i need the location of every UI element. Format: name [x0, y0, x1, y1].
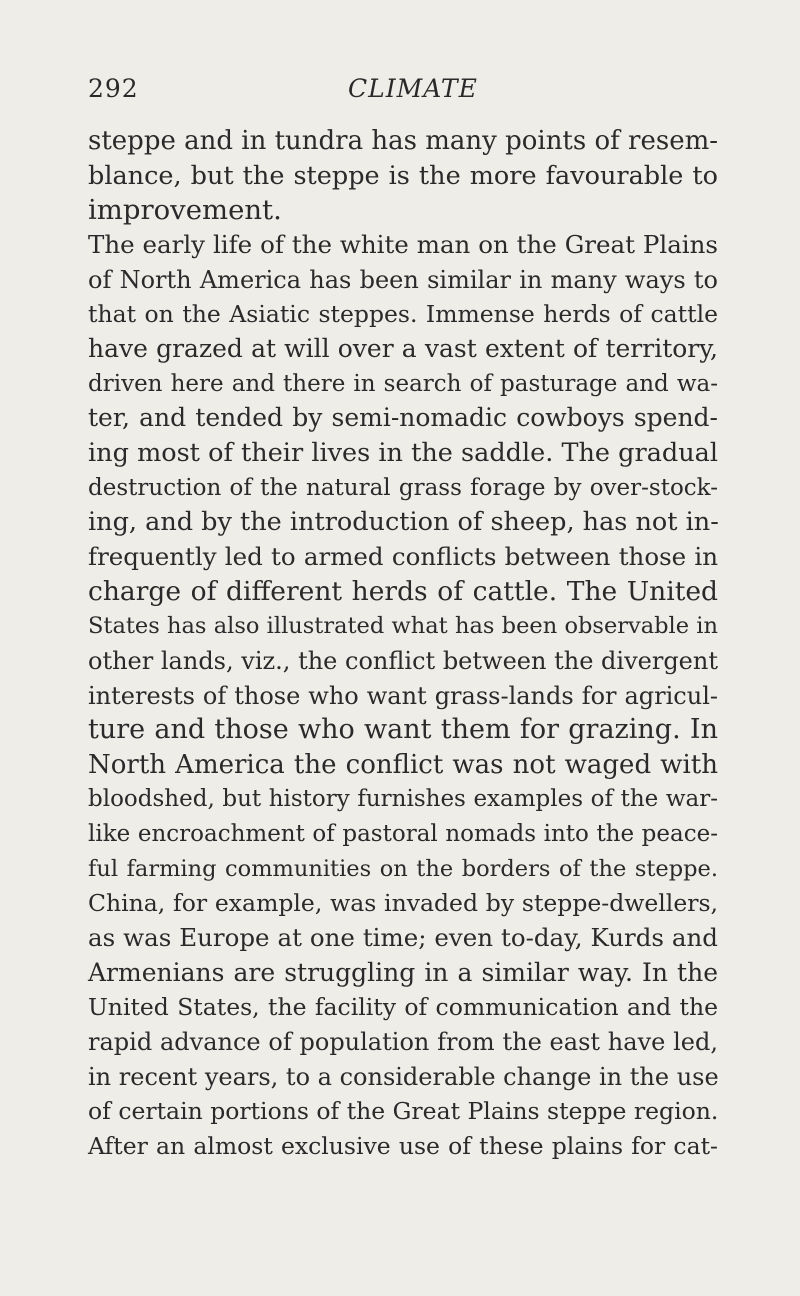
- body-text: [88, 124, 718, 1164]
- text-line: After an almost exclusive use of these plains for cat-: [88, 1132, 718, 1161]
- text-line: blance, but the steppe is the more favourable to: [88, 160, 718, 191]
- text-line: steppe and in tundra has many points of resem-: [88, 126, 719, 156]
- text-line: Armenians are struggling in a similar way. In the: [88, 957, 718, 987]
- text-line: ture and those who want them for grazing. In: [88, 714, 718, 746]
- text-line: like encroachment of pastoral nomads into the peace-: [88, 821, 718, 848]
- text-line: China, for example, was invaded by steppe-dwellers,: [88, 889, 718, 918]
- text-line: charge of different herds of cattle. The United: [88, 575, 718, 607]
- running-title: CLIMATE: [348, 74, 478, 103]
- text-line: have grazed at will over a vast extent of territory,: [88, 333, 718, 363]
- running-head: [88, 74, 718, 114]
- text-line: ful farming communities on the borders of the steppe.: [88, 855, 718, 882]
- text-line: bloodshed, but history furnishes examples of the war-: [88, 786, 718, 813]
- text-line: ter, and tended by semi-nomadic cowboys spend-: [88, 403, 718, 433]
- text-line: North America the conflict was not waged with: [88, 749, 718, 780]
- text-line: destruction of the natural grass forage by over-stock-: [88, 474, 718, 501]
- text-line: ing, and by the introduction of sheep, has not in-: [88, 507, 719, 538]
- text-line: in recent years, to a considerable change in the use: [88, 1062, 719, 1091]
- text-line: rapid advance of population from the east have led,: [88, 1028, 718, 1057]
- text-line: driven here and there in search of pasturage and wa-: [88, 370, 718, 397]
- text-line: interests of those who want grass-lands for agricul-: [88, 681, 718, 710]
- page-number: 292: [88, 74, 139, 103]
- text-line: of North America has been similar in many ways to: [88, 265, 718, 294]
- text-line: improvement.: [88, 194, 282, 227]
- text-line: The early life of the white man on the Great Plains: [88, 229, 718, 259]
- text-line: that on the Asiatic steppes. Immense herds of cattle: [88, 300, 718, 329]
- text-line: United States, the facility of communication and the: [88, 993, 718, 1022]
- text-line: as was Europe at one time; even to-day, Kurds and: [88, 923, 718, 953]
- text-line: of certain portions of the Great Plains steppe region.: [88, 1097, 719, 1126]
- text-line: ing most of their lives in the saddle. The gradual: [88, 437, 718, 468]
- text-line: frequently led to armed conflicts between those in: [88, 541, 718, 571]
- text-line: States has also illustrated what has been observable in: [88, 613, 718, 640]
- text-line: other lands, viz., the conflict between the divergent: [88, 646, 718, 675]
